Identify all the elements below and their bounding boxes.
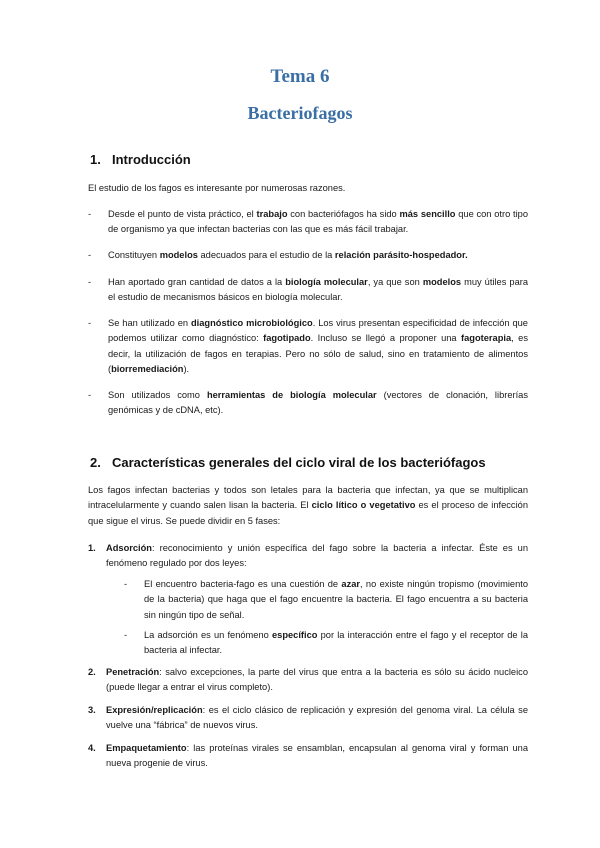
bullet-item: Se han utilizado en diagnóstico microbiológico. Los virus presentan especificidad de infección que podemos utilizar como diagnóstico: fagotipado. Incluso se llegó a proponer una fagoterapia, es decir, la utilización de fagos en terapias. Pero no sólo de salud, sino en tratamiento de alimentos (biorremediación). [108,318,528,375]
law-item: La adsorción es un fenómeno específico por la interacción entre el fago y el receptor de la bacteria al infectar. [144,630,528,656]
law-dash: - [124,630,128,640]
section-1-heading: 1. Introducción [90,152,191,167]
phase-item: Adsorción: reconocimiento y unión específica del fago sobre la bacteria a infectar. Éste es un fenómeno regulado por dos leyes: [106,543,528,569]
section-2-heading: 2. Características generales del ciclo viral de los bacteriófagos [90,455,486,470]
phase-number: 3. [88,705,96,715]
phase-number: 4. [88,743,96,753]
page-title: Tema 6 [270,66,330,87]
section-2-intro: Los fagos infectan bacterias y todos son letales para la bacteria que infectan, ya que se multiplican intracelularmente y cuando salen lisan la bacteria. El ciclo lítico o vegetativo es el proceso de infección que sigue el virus. Se puede dividir en 5 fases: [88,485,528,526]
law-item: El encuentro bacteria-fago es una cuestión de azar, no existe ningún tropismo (movimiento de la bacteria) que haga que el fago encuentre la bacteria. El fago encuentra a su bacteria sin ningún tipo de señal. [144,579,529,620]
bullet-dash: - [88,277,92,287]
phase-number: 2. [88,667,96,677]
phase-number: 1. [88,543,96,553]
phase-item: Penetración: salvo excepciones, la parte del virus que entra a la bacteria es sólo su ácido nucleico (puede llegar a entrar el virus completo). [106,667,528,693]
bullet-dash: - [88,390,92,400]
bullet-item: Constituyen modelos adecuados para el estudio de la relación parásito-hospedador. [108,250,468,260]
bullet-dash: - [88,318,92,328]
phase-item: Empaquetamiento: las proteínas virales se ensamblan, encapsulan al genoma viral y forman una nueva progenie de virus. [106,743,528,769]
bullet-item: Son utilizados como herramientas de biología molecular (vectores de clonación, librerías genómicas y de cDNA, etc). [108,390,528,416]
law-dash: - [124,579,128,589]
page-subtitle: Bacteriofagos [247,103,353,123]
bullet-dash: - [88,209,92,219]
bullet-item: Han aportado gran cantidad de datos a la biología molecular, ya que son modelos muy útiles para el estudio de mecanismos básicos en biología molecular. [108,277,529,303]
bullet-dash: - [88,250,92,260]
section-1-intro: El estudio de los fagos es interesante por numerosas razones. [88,183,346,193]
bullet-item: Desde el punto de vista práctico, el trabajo con bacteriófagos ha sido más sencillo que con otro tipo de organismo ya que infectan bacterias con las que es más fácil trabajar. [108,209,528,235]
phase-item: Expresión/replicación: es el ciclo clásico de replicación y expresión del genoma viral. La célula se vuelve una “fábrica” de nuevos virus. [106,705,528,731]
